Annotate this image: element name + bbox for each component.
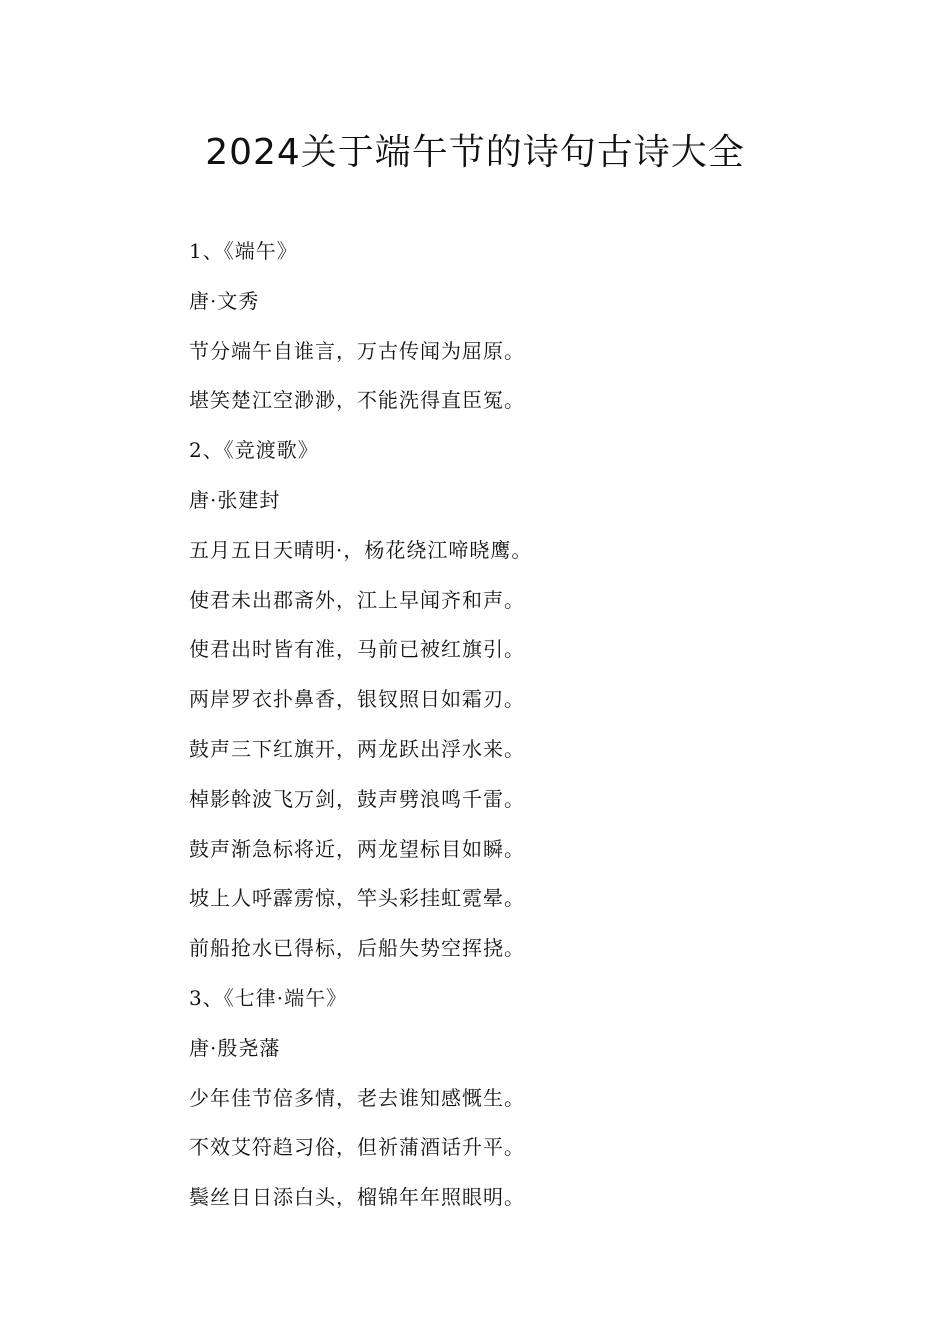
poem-line: 少年佳节倍多情，老去谁知感慨生。 <box>189 1085 525 1110</box>
poem-author: 唐·殷尧藩 <box>189 1035 281 1060</box>
poem-heading: 3、《七律·端午》 <box>189 985 348 1010</box>
poem-line: 棹影斡波飞万剑，鼓声劈浪鸣千雷。 <box>189 786 525 811</box>
poem-line: 前船抢水已得标，后船失势空挥挠。 <box>189 936 525 961</box>
document-body <box>189 232 889 1228</box>
poem-author: 唐·文秀 <box>189 288 260 313</box>
poem-line: 不效艾符趋习俗，但祈蒲酒话升平。 <box>189 1135 525 1160</box>
poem-line: 两岸罗衣扑鼻香，银钗照日如霜刃。 <box>189 687 525 712</box>
poem-line: 堪笑楚江空渺渺，不能洗得直臣冤。 <box>189 388 525 413</box>
document-title: 2024关于端午节的诗句古诗大全 <box>205 132 745 173</box>
poem-line: 坡上人呼霹雳惊，竿头彩挂虹霓晕。 <box>189 886 525 911</box>
poem-line: 鼓声渐急标将近，两龙望标目如瞬。 <box>189 836 525 861</box>
poem-line: 鼓声三下红旗开，两龙跃出浮水来。 <box>189 736 525 761</box>
poem-heading: 2、《竞渡歌》 <box>189 438 319 463</box>
poem-author: 唐·张建封 <box>189 487 281 512</box>
poem-heading: 1、《端午》 <box>189 239 298 263</box>
poem-line: 五月五日天晴明·，杨花绕江啼晓鹰。 <box>189 537 533 562</box>
poem-line: 使君未出郡斋外，江上早闻齐和声。 <box>189 587 525 612</box>
poem-line: 使君出时皆有准，马前已被红旗引。 <box>189 637 525 662</box>
poem-line: 鬓丝日日添白头，榴锦年年照眼明。 <box>189 1185 525 1210</box>
poem-line: 节分端午自谁言，万古传闻为屈原。 <box>189 338 525 363</box>
